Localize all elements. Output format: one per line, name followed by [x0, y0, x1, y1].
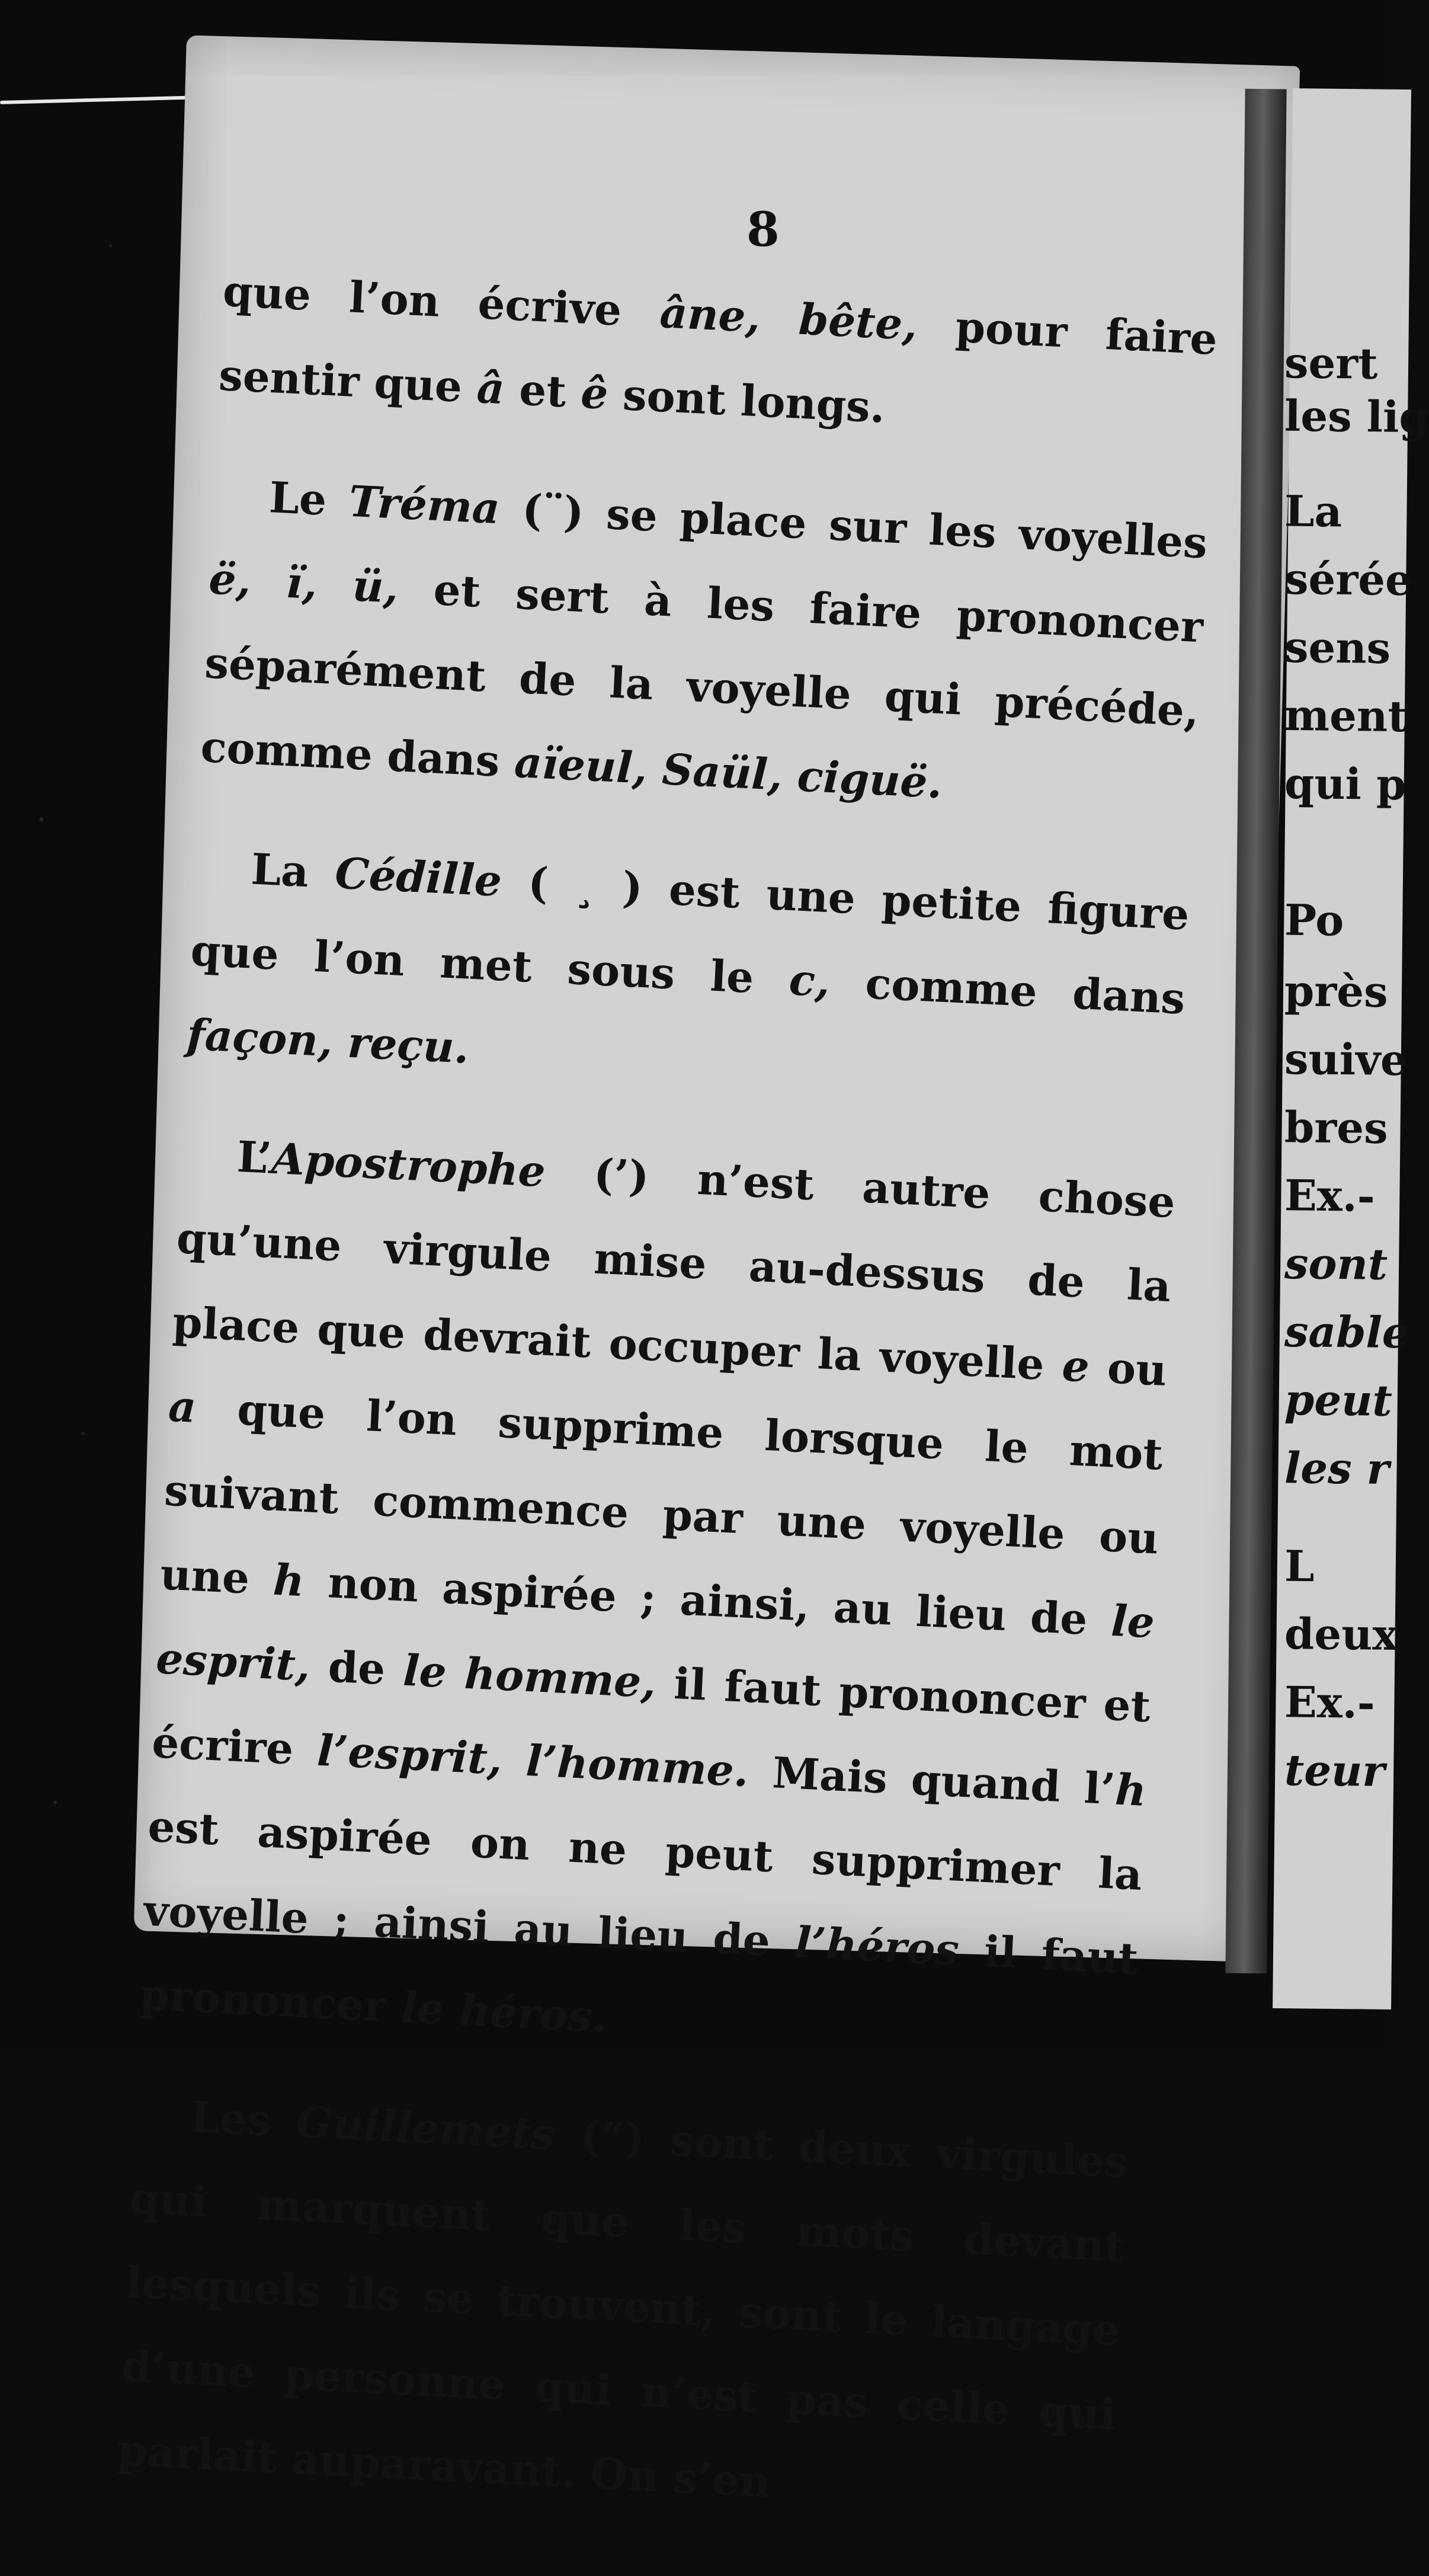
facing-page-fragment: ment — [1284, 689, 1408, 742]
facing-page-fragment: bres — [1284, 1102, 1389, 1153]
italic-text: façon, reçu. — [185, 1009, 470, 1073]
facing-page-fragment: Po — [1284, 894, 1344, 946]
text-run: (“) sont deux virgules qui marquent que les mots devant lesquels ils se trouvent, sont le langage d’une personne qui n’est pas celle qui parlait auparavant. On s’en — [116, 2109, 1130, 2507]
text-run: ou — [1088, 1341, 1168, 1396]
italic-text: l’héros — [793, 1916, 960, 1975]
italic-text: âne, bête, — [658, 287, 919, 350]
paragraph — [198, 453, 1209, 837]
italic-text: a — [167, 1380, 198, 1432]
facing-page-fragment: sable — [1284, 1305, 1410, 1358]
italic-text: ë, ï, ü, — [207, 553, 400, 613]
italic-text: Apostrophe — [270, 1132, 547, 1197]
facing-page-fragment: L — [1284, 1540, 1315, 1592]
text-run: il faut prononcer et écrire — [150, 1657, 1152, 1775]
text-run: que l’on écrive — [222, 265, 661, 337]
facing-page-fragment: teur — [1284, 1745, 1385, 1796]
italic-text: â — [475, 362, 506, 414]
italic-text: aïeul, Saül, ciguë. — [513, 736, 944, 808]
italic-text: c, — [788, 954, 831, 1007]
facing-page-fragment: les r — [1284, 1442, 1390, 1494]
italic-text: l’esprit, l’homme. — [316, 1724, 750, 1797]
text-run: Le — [268, 472, 351, 526]
facing-page-fragment: Ex.- — [1284, 1676, 1376, 1728]
facing-page-fragment: près — [1284, 965, 1389, 1017]
paragraph — [185, 824, 1191, 1125]
facing-page-fragment: sert — [1284, 337, 1378, 389]
page-number: 8 — [746, 201, 780, 257]
text-run: il faut prononcer — [138, 1924, 1139, 2033]
text-run: (¨) se place sur les voyelles — [498, 483, 1209, 568]
italic-text: h — [1114, 1764, 1148, 1816]
text-run: (’) n’est autre chose qu’une virgule mise au-dessus de la place que devrait occuper la voyelle — [171, 1146, 1177, 1391]
text-run: pour faire sentir que — [217, 299, 1219, 412]
italic-text: e — [1060, 1340, 1091, 1392]
facing-page-fragment: suive — [1284, 1033, 1408, 1086]
text-run: et — [503, 363, 582, 418]
text-run: non aspirée ; ainsi, au lieu de — [303, 1556, 1113, 1646]
page-body-text — [114, 249, 1219, 2576]
italic-text: ê — [579, 367, 610, 419]
text-run: comme dans — [828, 956, 1187, 1024]
italic-text: Tréma — [347, 475, 501, 534]
facing-page-fragment: sérée — [1284, 553, 1413, 606]
text-run: Les — [188, 2091, 298, 2147]
text-run: est aspirée on ne peut supprimer la voyelle ; ainsi au lieu de — [142, 1800, 1143, 1967]
facing-page-fragment: peut — [1284, 1374, 1393, 1426]
text-run: que l’on supprime lorsque le mot suivant commence par une voyelle ou une — [159, 1381, 1164, 1605]
text-run: L’ — [236, 1131, 273, 1183]
facing-page-fragment: sont — [1284, 1238, 1388, 1289]
facing-page-fragment: sens — [1284, 622, 1391, 673]
text-run: et sert à les faire prononcer séparément de la voyelle qui précéde, comme dans — [199, 562, 1204, 787]
italic-text: le homme, — [402, 1644, 658, 1708]
paragraph — [137, 1112, 1177, 2085]
facing-page-fragment: Ex.- — [1284, 1170, 1376, 1221]
italic-text: Cédille — [334, 847, 503, 907]
italic-text: le esprit, — [155, 1595, 1156, 1691]
text-run: sont longs. — [607, 368, 886, 433]
text-run: Mais quand l’ — [747, 1746, 1117, 1815]
text-run: de — [309, 1640, 405, 1695]
italic-text: h — [272, 1554, 306, 1607]
text-run: La — [249, 843, 337, 898]
italic-text: le héros. — [400, 1982, 608, 2043]
facing-page-fragment: deux — [1284, 1608, 1398, 1660]
facing-page-fragment: La — [1284, 485, 1343, 537]
paragraph — [116, 2072, 1130, 2540]
italic-text: Guillemets — [295, 2096, 557, 2159]
text-run: ( ¸ ) est une petite figure que l’on met sous le — [190, 856, 1191, 1004]
facing-page-fragment: les lig — [1284, 390, 1429, 443]
facing-page-fragment: qui p — [1284, 757, 1406, 810]
